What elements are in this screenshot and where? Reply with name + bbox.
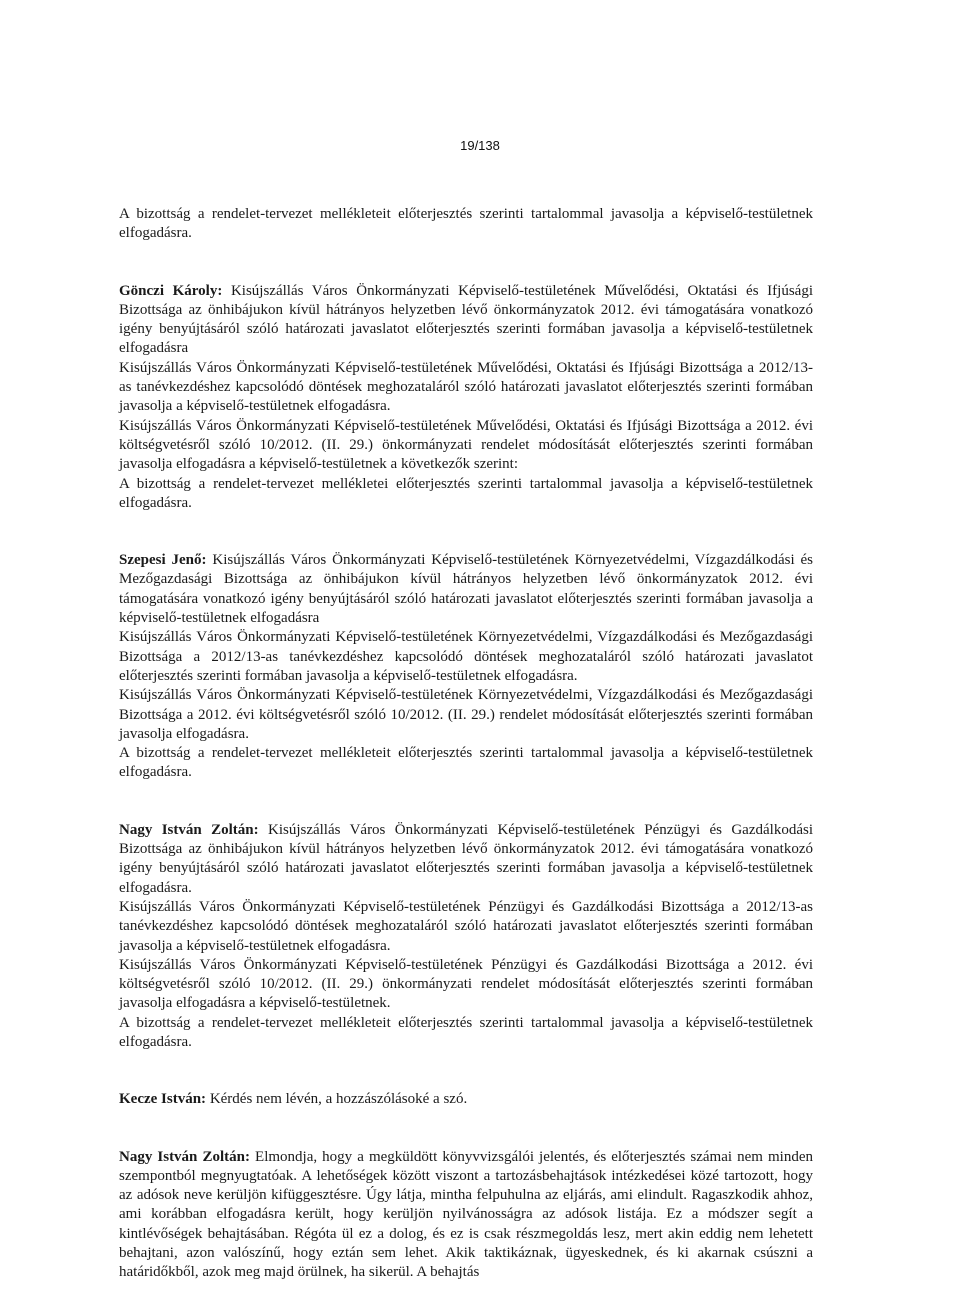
paragraph-text: Elmondja, hogy a megküldött könyvvizsgálói jelentés, és előterjesztés számai nem minden szempontból megnyugtatóak. A lehetőségek között viszont a tartozásbehajtások intézkedései közé tartozott, hogy az adósok neve kerüljön kifüggesztésre. Úgy látja, mintha felpuhulna az eljárás, ami elindult. Ragaszkodik ahhoz, ami korábban elfogadásra került, hogy kerüljön nyilvánosságra az adósok listája. Ez a módszer segít a kintlévőségek behajtásában. Régóta ül ez a dolog, és ez is csak részmegoldás lesz, mert akin eddig nem lehetett behajtani, azon valószínű, hogy eztán sem lehet. Akik taktikáznak, ügyeskednek, és ki akarnak csúszni a határidőkből, azok meg majd örülnek, ha sikerül. A behajtás	[119, 1148, 813, 1281]
paragraph	[119, 1090, 813, 1109]
speaker-name: Kecze István:	[119, 1091, 207, 1108]
paragraph	[119, 551, 813, 628]
speaker-name: Szepesi Jenő:	[119, 552, 207, 569]
statement-block	[119, 1090, 813, 1109]
statement-block	[119, 821, 813, 1053]
statement-block	[119, 282, 813, 514]
paragraph: Kisújszállás Város Önkormányzati Képviselő-testületének Környezetvédelmi, Vízgazdálkodási és Mezőgazdasági Bizottsága a 2012/13-as tanévkezdéshez kapcsolódó döntések meghozataláról szóló határozati javaslatot előterjesztés szerinti formában javasolja a képviselő-testületnek elfogadásra.	[119, 629, 813, 684]
paragraph-text: Kisújszállás Város Önkormányzati Képviselő-testületének Pénzügyi és Gazdálkodási Bizottsága az önhibájukon kívül hátrányos helyzetben lévő önkormányzatok 2012. évi támogatására vonatkozó igény benyújtásáról szóló határozati javaslatot előterjesztés szerinti formában javasolja a képviselő-testületnek elfogadásra.	[119, 821, 813, 896]
statement-block	[119, 551, 813, 783]
paragraph: Kisújszállás Város Önkormányzati Képviselő-testületének Pénzügyi és Gazdálkodási Bizottsága a 2012/13-as tanévkezdéshez kapcsolódó döntések meghozataláról szóló határozati javaslatot előterjesztés szerinti formában javasolja a képviselő-testületnek elfogadásra.	[119, 898, 813, 954]
paragraph-text: Kérdés nem lévén, a hozzászólásoké a szó.	[209, 1091, 468, 1108]
paragraph	[119, 821, 813, 898]
paragraph: A bizottság a rendelet-tervezet mellékleteit előterjesztés szerinti tartalommal javasolja a képviselő-testületnek elfogadásra.	[119, 745, 813, 781]
paragraph: A bizottság a rendelet-tervezet mellékletei előterjesztés szerinti tartalommal javasolja a képviselő-testületnek elfogadásra.	[119, 475, 813, 511]
paragraph	[119, 1148, 813, 1283]
statement-block	[119, 1148, 813, 1283]
paragraph	[119, 282, 813, 359]
speaker-name: Nagy István Zoltán:	[119, 821, 259, 838]
page-number: 19/138	[460, 138, 500, 153]
speaker-name: Nagy István Zoltán:	[119, 1148, 250, 1165]
paragraph-text: Kisújszállás Város Önkormányzati Képviselő-testületének Művelődési, Oktatási és Ifjúsági Bizottsága az önhibájukon kívül hátrányos helyzetben lévő önkormányzatok 2012. évi támogatására vonatkozó igény benyújtásáról szóló határozati javaslatot előterjesztés szerinti formában javasolja a képviselő-testületnek elfogadásra	[119, 282, 813, 357]
paragraph: Kisújszállás Város Önkormányzati Képviselő-testületének Környezetvédelmi, Vízgazdálkodási és Mezőgazdasági Bizottsága a 2012. évi költségvetésről szóló 10/2012. (II. 29.) rendelet módosítását előterjesztés szerinti formában javasolja elfogadásra.	[119, 687, 813, 742]
paragraph: Kisújszállás Város Önkormányzati Képviselő-testületének Művelődési, Oktatási és Ifjúsági Bizottsága a 2012/13-as tanévkezdéshez kapcsolódó döntések meghozataláról szóló határozati javaslatot előterjesztés szerinti formában javasolja a képviselő-testületnek elfogadásra.	[119, 359, 813, 415]
document-body	[119, 205, 813, 1283]
paragraph: A bizottság a rendelet-tervezet mellékleteit előterjesztés szerinti tartalommal javasolja a képviselő-testületnek elfogadásra.	[119, 206, 813, 242]
paragraph-text: Kisújszállás Város Önkormányzati Képviselő-testületének Környezetvédelmi, Vízgazdálkodási és Mezőgazdasági Bizottsága az önhibájukon kívül hátrányos helyzetben lévő önkormányzatok 2012. évi támogatására vonatkozó igény benyújtásáról szóló határozati javaslatot előterjesztés szerinti formában javasolja a képviselő-testületnek elfogadásra	[119, 552, 813, 627]
paragraph: Kisújszállás Város Önkormányzati Képviselő-testületének Művelődési, Oktatási és Ifjúsági Bizottsága a 2012. évi költségvetésről szóló 10/2012. (II. 29.) önkormányzati rendelet módosítását előterjesztés szerinti formában javasolja elfogadásra a képviselő-testületnek a következők szerint:	[119, 417, 813, 473]
paragraph: A bizottság a rendelet-tervezet mellékleteit előterjesztés szerinti tartalommal javasolja a képviselő-testületnek elfogadásra.	[119, 1014, 813, 1050]
paragraph: Kisújszállás Város Önkormányzati Képviselő-testületének Pénzügyi és Gazdálkodási Bizottsága a 2012. évi költségvetésről szóló 10/2012. (II. 29.) önkormányzati rendelet módosítását előterjesztés szerinti formában javasolja elfogadásra a képviselő-testületnek.	[119, 956, 813, 1012]
speaker-name: Gönczi Károly:	[119, 282, 223, 299]
statement-block	[119, 205, 813, 244]
